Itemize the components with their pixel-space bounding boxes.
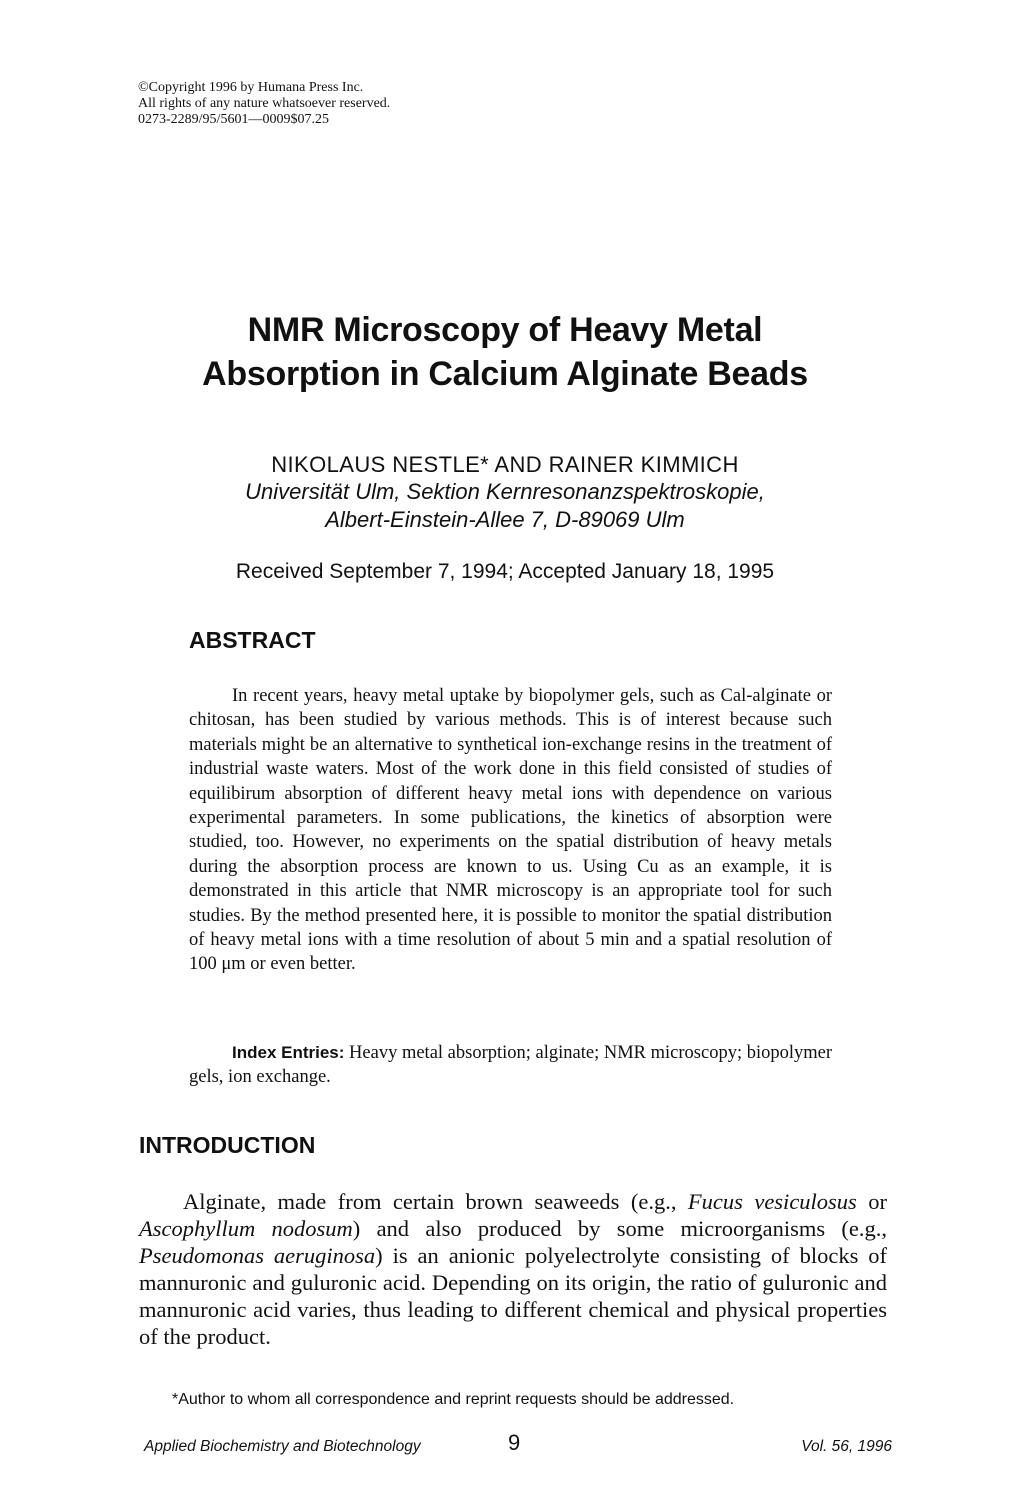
species-name-1: Fucus vesiculosus <box>687 1189 857 1214</box>
index-entries-label: Index Entries: <box>232 1043 345 1062</box>
affiliation <box>140 478 870 534</box>
species-name-3: Pseudomonas aeruginosa <box>139 1243 376 1268</box>
received-dates: Received September 7, 1994; Accepted January 18, 1995 <box>235 560 775 583</box>
volume-info: Vol. 56, 1996 <box>801 1438 892 1455</box>
abstract-heading: ABSTRACT <box>189 627 316 653</box>
abstract-text: In recent years, heavy metal uptake by biopolymer gels, such as Cal-alginate or chitosan, has been studied by various methods. This is of interest because such materials might be an alternative to synthetical ion-exchange resins in the treatment of industrial waste waters. Most of the work done in this field consisted of studies of equilibirum absorption of different heavy metal ions with dependence on various experimental parameters. In some publications, the kinetics of absorption were studied, too. However, no experiments on the spatial distribution of heavy metals during the absorption process are known to us. Using Cu as an example, it is demonstrated in this article that NMR microscopy is an appropriate tool for such studies. By the method presented here, it is possible to monitor the spatial distribution of heavy metal ions with a time resolution of about 5 min and a spatial resolution of 100 μm or even better. <box>189 686 832 975</box>
intro-text-2: or <box>856 1189 888 1214</box>
introduction-paragraph <box>139 1188 887 1350</box>
page-number: 9 <box>508 1430 521 1455</box>
intro-text-4: ) is an anionic polyelectrolyte consisting of blocks of mannuronic and guluronic acid. Depending on its origin, the ratio of guluronic and mannuronic acid varies, thus leading to different chemical and physical properties of the product. <box>139 1243 887 1349</box>
introduction-heading: INTRODUCTION <box>139 1132 316 1158</box>
copyright-line-1: ©Copyright 1996 by Humana Press Inc. <box>138 80 364 95</box>
index-entries <box>189 1041 832 1090</box>
affiliation-line-2: Albert-Einstein-Allee 7, D-89069 Ulm <box>325 507 685 532</box>
article-title <box>140 308 870 396</box>
intro-text-1: Alginate, made from certain brown seaweeds (e.g., <box>183 1189 688 1214</box>
copyright-notice <box>138 80 390 128</box>
author-list: NIKOLAUS NESTLE* AND RAINER KIMMICH <box>271 452 739 477</box>
title-line-1: NMR Microscopy of Heavy Metal <box>247 311 763 349</box>
species-name-2: Ascophyllum nodosum <box>139 1216 353 1241</box>
journal-name: Applied Biochemistry and Biotechnology <box>144 1438 421 1455</box>
index-entries-text: Heavy metal absorption; alginate; NMR microscopy; biopolymer gels, ion exchange. <box>189 1043 832 1088</box>
title-line-2: Absorption in Calcium Alginate Beads <box>202 355 808 393</box>
copyright-line-3: 0273-2289/95/5601—0009$07.25 <box>138 112 329 127</box>
intro-text-3: ) and also produced by some microorganisms (e.g., <box>352 1216 887 1241</box>
copyright-line-2: All rights of any nature whatsoever reserved. <box>138 96 391 111</box>
affiliation-line-1: Universität Ulm, Sektion Kernresonanzspektroskopie, <box>245 479 765 504</box>
author-footnote: *Author to whom all correspondence and reprint requests should be addressed. <box>172 1391 735 1408</box>
